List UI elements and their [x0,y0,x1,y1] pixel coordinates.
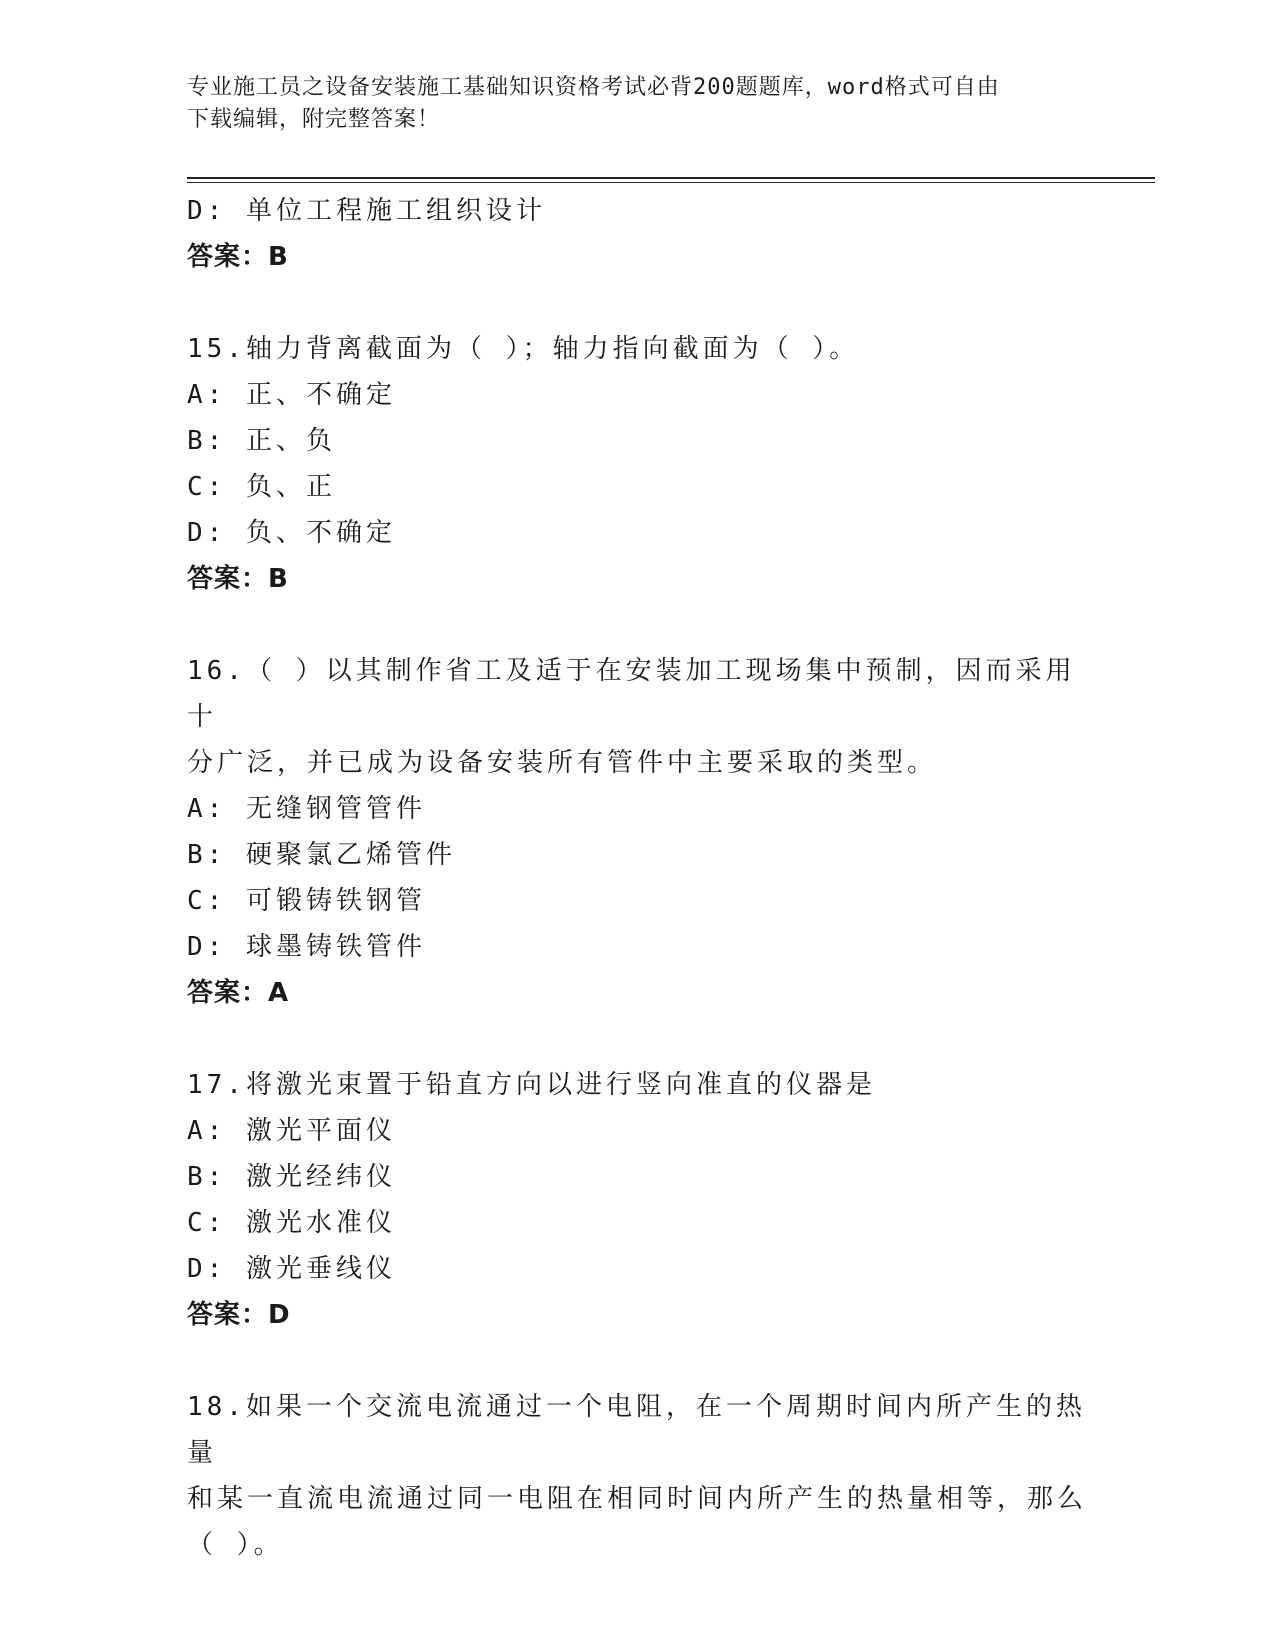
question-text-line-1: 16.（ ）以其制作省工及适于在安装加工现场集中预制，因而采用十 [187,656,1076,732]
option-a: A: 正、不确定 [187,380,396,410]
option-c: C: 负、正 [187,472,336,502]
question-text-line-2: 分广泛，并已成为设备安装所有管件中主要采取的类型。 [187,748,938,778]
option-a: A: 无缝钢管管件 [187,794,426,824]
header-line-1: 专业施工员之设备安装施工基础知识资格考试必背200题题库，word格式可自由 [187,75,1000,100]
question-15 [187,326,1087,602]
header-divider-thick [187,177,1155,179]
answer: 答案：A [187,978,290,1008]
question-17 [187,1062,1087,1338]
header-line-2: 下载编辑，附完整答案！ [187,107,441,132]
previous-question-tail [187,188,1087,280]
question-text: 15.轴力背离截面为（ ）；轴力指向截面为（ ）。 [187,334,860,364]
option-c: C: 激光水准仪 [187,1208,396,1238]
option-d: D: 负、不确定 [187,518,396,548]
option-d: D: 激光垂线仪 [187,1254,396,1284]
document-header [187,72,1087,136]
spacer [187,280,1087,326]
question-text: 17.将激光束置于铅直方向以进行竖向准直的仪器是 [187,1070,876,1100]
question-16 [187,648,1087,1016]
question-text-line-2: 和某一直流电流通过同一电阻在相同时间内所产生的热量相等，那么 [187,1484,1088,1514]
option-b: B: 正、负 [187,426,336,456]
question-text-line-3: （ ）。 [187,1530,284,1560]
spacer [187,1016,1087,1062]
option-d: D: 单位工程施工组织设计 [187,196,546,226]
option-b: B: 硬聚氯乙烯管件 [187,840,456,870]
option-b: B: 激光经纬仪 [187,1162,396,1192]
spacer [187,1338,1087,1384]
answer: 答案：B [187,242,289,272]
answer: 答案：B [187,564,289,594]
header-divider-thin [187,182,1155,183]
question-text-line-1: 18.如果一个交流电流通过一个电阻，在一个周期时间内所产生的热量 [187,1392,1086,1468]
option-c: C: 可锻铸铁钢管 [187,886,426,916]
option-a: A: 激光平面仪 [187,1116,396,1146]
question-18 [187,1384,1087,1568]
question-list [187,188,1087,1568]
answer: 答案：D [187,1300,291,1330]
option-d: D: 球墨铸铁管件 [187,932,426,962]
spacer [187,602,1087,648]
